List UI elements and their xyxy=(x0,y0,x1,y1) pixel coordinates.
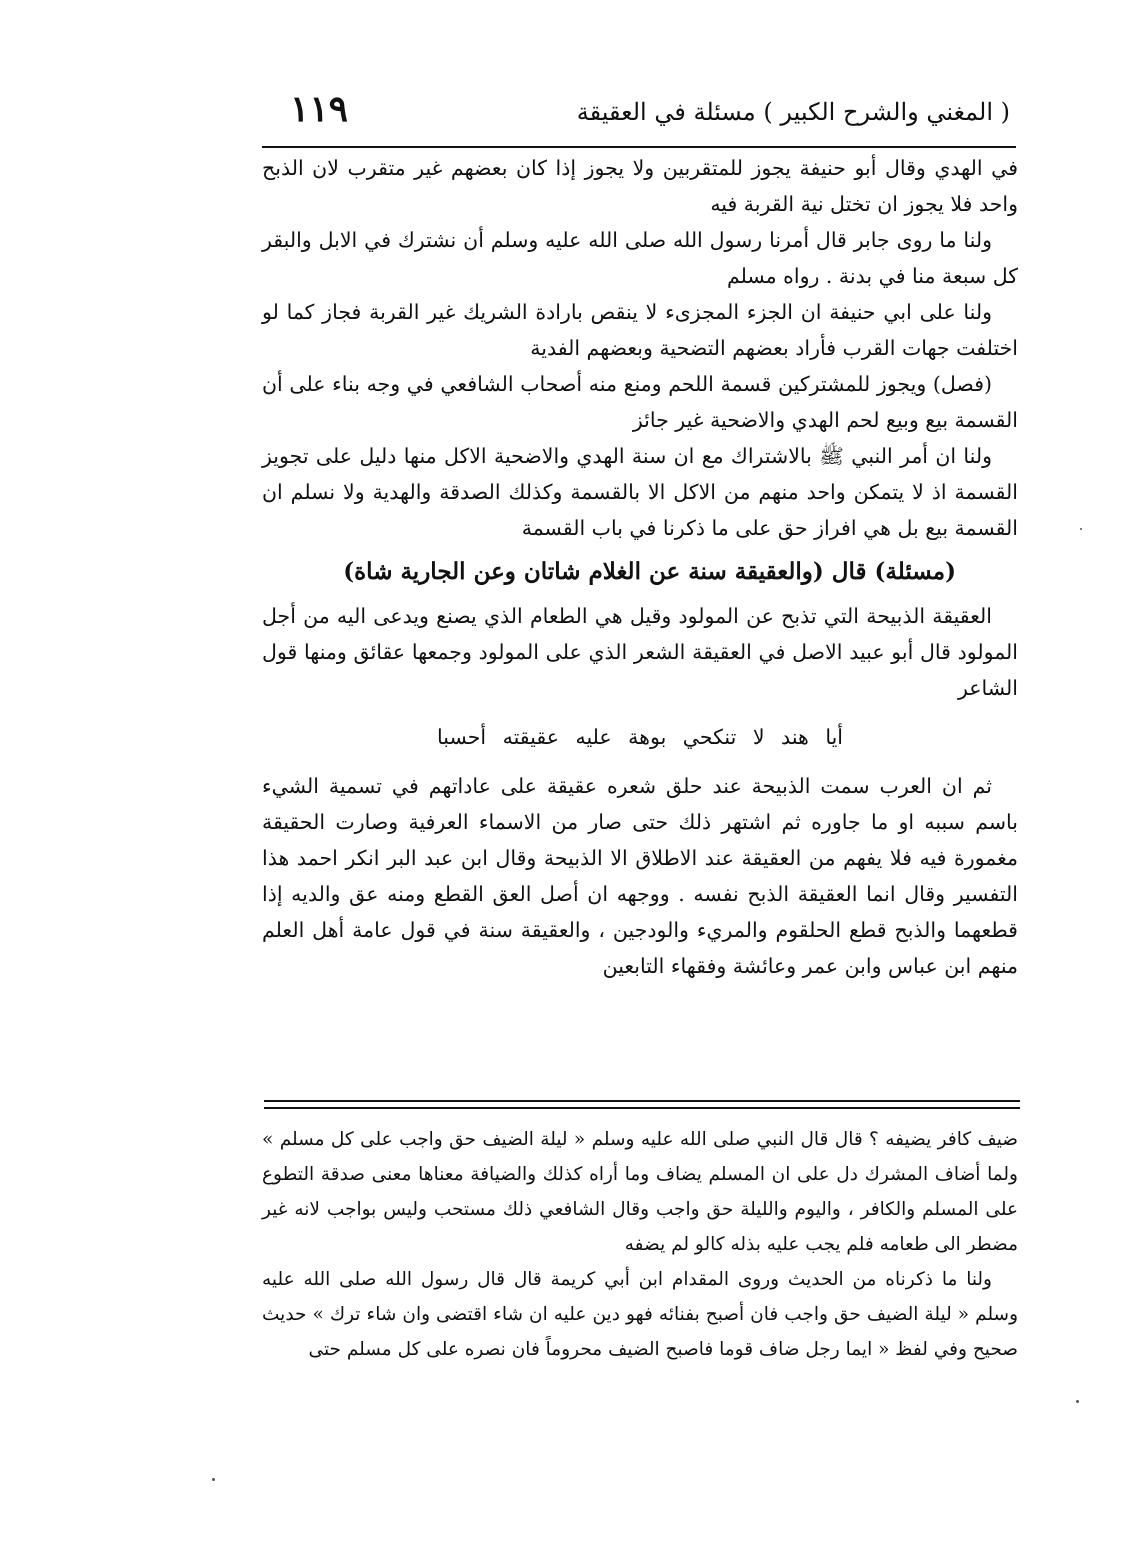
footnote-text xyxy=(262,1122,1018,1367)
paragraph: (فصل) ويجوز للمشتركين قسمة اللحم ومنع منه أصحاب الشافعي في وجه بناء على أن القسمة بيع وبيع لحم الهدي والاضحية غير جائز xyxy=(262,372,1018,432)
scan-speck xyxy=(1080,528,1082,530)
poetry-verse: أيا هند لا تنكحي بوهة عليه عقيقته أحسبا xyxy=(437,725,843,749)
scan-speck xyxy=(212,1478,215,1481)
paragraph: ثم ان العرب سمت الذبيحة عند حلق شعره عقيقة على عاداتهم في تسمية الشيء باسم سببه او ما جاوره ثم اشتهر ذلك حتى صار من الاسماء العرفية وصارت الحقيقة مغمورة فيه فلا يفهم من العقيقة عند الاطلاق الا الذبيحة وقال ابن عبد البر انكر احمد هذا التفسير وقال انما العقيقة الذبح نفسه . ووجهه ان أصل العق القطع ومنه عق والديه إذا قطعهما والذبح قطع الحلقوم والمريء والودجين ، والعقيقة سنة في قول عامة أهل العلم منهم ابن عباس وابن عمر وعائشة وفقهاء التابعين xyxy=(262,774,1018,978)
footnote-paragraph: ولنا ما ذكرناه من الحديث وروى المقدام ابن أبي كريمة قال قال رسول الله صلى الله عليه وسلم « ليلة الضيف حق واجب فان أصبح بفنائه فهو دين عليه ان شاء اقتضى وان شاء ترك » حديث صحيح وفي لفظ « ايما رجل ضاف قوما فاصبح الضيف محروماً فان نصره على كل مسلم حتى xyxy=(262,1269,1018,1360)
scan-speck xyxy=(1076,1400,1079,1403)
running-title: ( المغني والشرح الكبير ) مسئلة في العقيقة xyxy=(576,98,1010,126)
main-text xyxy=(262,150,1018,984)
paragraph: ولنا ما روى جابر قال أمرنا رسول الله صلى الله عليه وسلم أن نشترك في الابل والبقر كل سبعة منا في بدنة . رواه مسلم xyxy=(262,228,1018,288)
paragraph: العقيقة الذبيحة التي تذبح عن المولود وقيل هي الطعام الذي يصنع ويدعى اليه من أجل المولود قال أبو عبيد الاصل في العقيقة الشعر الذي على المولود وجمعها عقائق ومنها قول الشاعر xyxy=(262,604,1018,700)
footnote-separator xyxy=(264,1100,1020,1109)
paragraph: ولنا على ابي حنيفة ان الجزء المجزىء لا ينقص بارادة الشريك غير القربة فجاز كما لو اختلفت جهات القرب فأراد بعضهم التضحية وبعضهم الفدية xyxy=(262,300,1018,360)
section-heading: (مسئلة) قال (والعقيقة سنة عن الغلام شاتان وعن الجارية شاة) xyxy=(343,558,956,585)
page-number: ١١٩ xyxy=(290,88,349,130)
header-rule xyxy=(262,146,1016,148)
footnote-paragraph: ضيف كافر يضيفه ؟ قال قال النبي صلى الله عليه وسلم « ليلة الضيف حق واجب على كل مسلم » ولما أضاف المشرك دل على ان المسلم يضاف وما أراه كذلك والضيافة معناها معنى صدقة التطوع على المسلم والكافر ، واليوم والليلة حق واجب وقال الشافعي ذلك مستحب وليس بواجب لانه غير مضطر الى طعامه فلم يجب عليه بذله كالو لم يضفه xyxy=(262,1129,1018,1255)
page-header xyxy=(290,88,1010,148)
paragraph: ولنا ان أمر النبي ﷺ بالاشتراك مع ان سنة الهدي والاضحية الاكل منها دليل على تجويز القسمة اذ لا يتمكن واحد منهم من الاكل الا بالقسمة وكذلك الصدقة والهدية ولا نسلم ان القسمة بيع بل هي افراز حق على ما ذكرنا في باب القسمة xyxy=(262,444,1018,540)
paragraph: في الهدي وقال أبو حنيفة يجوز للمتقربين ولا يجوز إذا كان بعضهم غير متقرب لان الذبح واحد فلا يجوز ان تختل نية القربة فيه xyxy=(262,156,1018,216)
